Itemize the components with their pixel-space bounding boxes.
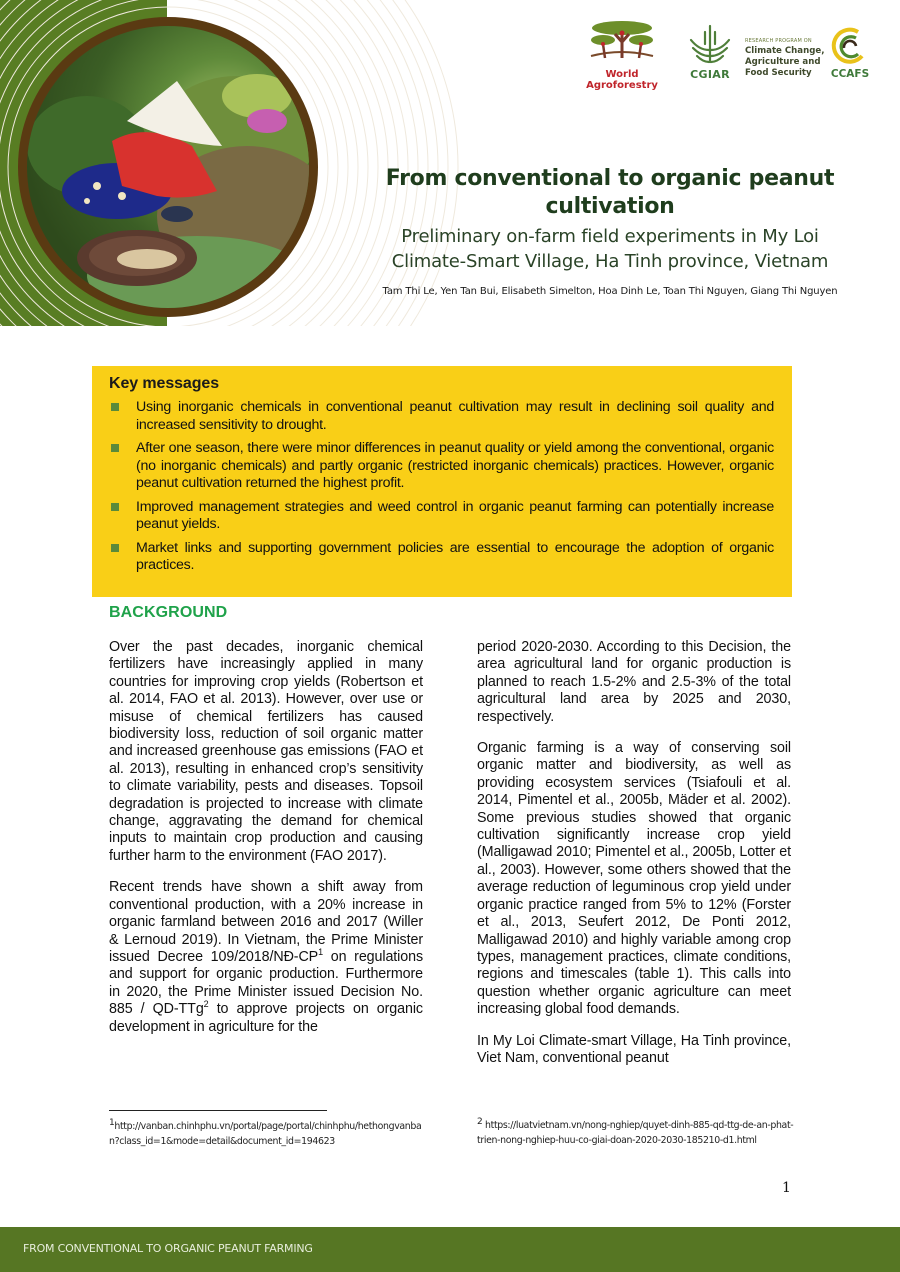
cgiar-text: CGIAR [690, 68, 730, 81]
key-message-text: Using inorganic chemicals in conventional peanut cultivation may result in declining soil quality and increased sensitivity to drought. [136, 399, 774, 433]
footnote-number: 1 [109, 1117, 115, 1128]
program-line3: Food Security [745, 68, 812, 78]
section-heading-background: BACKGROUND [109, 604, 228, 621]
paragraph-text: Recent trends have shown a shift away from conventional production, with a 20% increase in organic farmland between 2016 and 2017 (Willer & Lernoud 2019). In Vietnam, the Prime Minister issued Decree 109/2018/NĐ-CP [109, 879, 423, 965]
footnote-ref-1[interactable]: 1 [318, 947, 324, 958]
program-line2: Agriculture and [745, 57, 821, 67]
square-bullet-icon [111, 403, 119, 411]
key-message-text: After one season, there were minor differences in peanut quality or yield among the conventional, organic (no inorganic chemicals) and partly organic (restricted inorganic chemicals) practices. However, organic peanut cultivation returned the highest profit. [136, 440, 774, 491]
list-item [109, 399, 774, 434]
paragraph [109, 879, 423, 1036]
wa-line2: Agroforestry [586, 80, 658, 91]
paragraph: Organic farming is a way of conserving soil organic matter and biodiversity, as well as providing ecosystem services (Tsiafouli et al. 2014, Pimentel et al., 2005b, Mäder et al. 2002). Some previous studies showed that organic cultivation significantly increase crop yield (Malligawad 2010; Pimentel et al., 2005b, Lotter et al., 2003). However, some others showed that the average reduction of leguminous crop yield under organic practice ranged from 5% to 12% (Forster et al., 2013, Seufert 2012, De Ponti 2012, Malligawad 2010) and highly variable among crop types, management practices, climate conditions, regions and timescales (table 1). This calls into question whether organic agriculture can meet increasing global food demands. [477, 740, 791, 1018]
list-item [109, 540, 774, 575]
key-messages-list [109, 399, 774, 575]
footnote-2 [477, 1118, 795, 1148]
square-bullet-icon [111, 444, 119, 452]
subtitle-line-2: Climate-Smart Village, Ha Tinh province, Vietnam [391, 251, 829, 272]
ccafs-program-logo [745, 38, 825, 79]
footer-bar [0, 1227, 900, 1272]
cover-photo-frame [18, 17, 318, 317]
list-item [109, 499, 774, 534]
program-line1: Climate Change, [745, 46, 825, 56]
cover-photo [27, 26, 309, 308]
footnote-url[interactable]: https://luatvietnam.vn/nong-nghiep/quyet-dinh-885-qd-ttg-de-an-phat-trien-nong-nghiep-huu-co-giai-doan-2020-2030-185210-d1.html [477, 1120, 794, 1146]
ccafs-logo [828, 26, 872, 86]
square-bullet-icon [111, 544, 119, 552]
cgiar-logo [685, 24, 735, 86]
list-item [109, 440, 774, 493]
footnote-divider [109, 1110, 327, 1111]
footnote-ref-2[interactable]: 2 [203, 999, 209, 1010]
key-message-text: Improved management strategies and weed control in organic peanut farming can potentially increase peanut yields. [136, 498, 774, 532]
key-messages-heading: Key messages [109, 375, 219, 392]
footnote-url[interactable]: http://vanban.chinhphu.vn/portal/page/portal/chinhphu/hethongvanban?class_id=1&mode=detail&document_id=194623 [109, 1121, 422, 1147]
wa-line1: World [605, 69, 639, 80]
paragraph: In My Loi Climate-smart Village, Ha Tinh province, Viet Nam, conventional peanut [477, 1032, 791, 1066]
paragraph-text: to approve projects on organic development in agriculture for the [109, 1001, 423, 1035]
footnote-1 [109, 1119, 427, 1149]
wheat-icon [685, 24, 735, 66]
key-messages-box [92, 366, 792, 597]
paragraph: period 2020-2030. According to this Decision, the area agricultural land for organic production is planned to reach 1.5-2% and 2.5-3% of the total agricultural land area by 2025 and 2030, respectively. [477, 639, 791, 725]
ccafs-text: CCAFS [830, 68, 870, 80]
program-label: RESEARCH PROGRAM ON [745, 38, 812, 44]
body-column-right [477, 639, 791, 1081]
square-bullet-icon [111, 503, 119, 511]
ccafs-swirl-icon [828, 26, 872, 66]
key-message-text: Market links and supporting government policies are essential to encourage the adoption of organic practices. [136, 539, 774, 573]
authors: Tam Thi Le, Yen Tan Bui, Elisabeth Simelton, Hoa Dinh Le, Toan Thi Nguyen, Giang Thi Nguyen [382, 286, 838, 297]
body-column-left [109, 639, 423, 1050]
footer-running-title: FROM CONVENTIONAL TO ORGANIC PEANUT FARMING [23, 1242, 313, 1255]
world-agroforestry-logo [585, 18, 659, 92]
paragraph: Over the past decades, inorganic chemical fertilizers have increasingly applied in many countries for improving crop yields (Robertson et al. 2014, FAO et al. 2013). However, over use or misuse of chemical fertilizers has caused biodiversity loss, reduction of soil organic matter and increased greenhouse gas emissions (FAO et al. 2013), resulting in enhanced crop’s sensitivity to climate variability, pests and diseases. Topsoil degradation is projected to increase with climate change, aggravating the demand for chemical inputs to maintain crop production and causing further harm to the environment (FAO 2017). [109, 639, 423, 864]
page-title: From conventional to organic peanut cultivation [385, 166, 835, 219]
subtitle-line-1: Preliminary on-farm field experiments in My Loi [401, 226, 819, 247]
paragraph-text: on regulations and support for organic production. Furthermore in 2020, the Prime Minister issued Decision No. 885 / QD-TTg [109, 948, 423, 1018]
partner-logos [585, 18, 885, 98]
title-block [330, 165, 890, 274]
page-number: 1 [782, 1180, 791, 1196]
tree-icon [585, 18, 659, 68]
footnote-number: 2 [477, 1116, 483, 1127]
